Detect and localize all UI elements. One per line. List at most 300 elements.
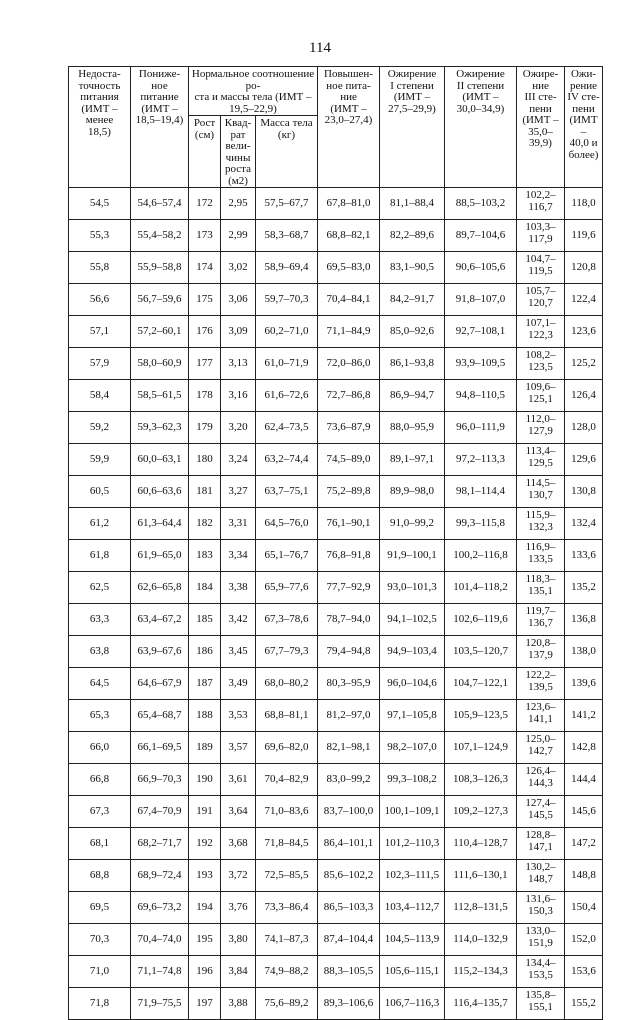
obesity-1-cell: 105,6–115,1	[380, 956, 445, 988]
obesity-3-cell: 128,8– 147,1	[517, 828, 565, 860]
height-cell: 191	[189, 796, 221, 828]
increased-cell: 72,7–86,8	[318, 380, 380, 412]
increased-cell: 83,0–99,2	[318, 764, 380, 796]
obesity-4-cell: 135,2	[565, 572, 603, 604]
obesity-3-cell: 115,9– 132,3	[517, 508, 565, 540]
reduced-cell: 55,4–58,2	[131, 220, 189, 252]
mass-cell: 71,8–84,5	[256, 828, 318, 860]
obesity-2-cell: 109,2–127,3	[445, 796, 517, 828]
reduced-cell: 68,2–71,7	[131, 828, 189, 860]
obesity-2-cell: 101,4–118,2	[445, 572, 517, 604]
deficit-cell: 54,5	[69, 188, 131, 220]
obesity-2-cell: 110,4–128,7	[445, 828, 517, 860]
obesity-2-cell: 97,2–113,3	[445, 444, 517, 476]
obesity-1-cell: 98,2–107,0	[380, 732, 445, 764]
obesity-1-cell: 94,1–102,5	[380, 604, 445, 636]
increased-cell: 74,5–89,0	[318, 444, 380, 476]
deficit-cell: 57,1	[69, 316, 131, 348]
increased-cell: 71,1–84,9	[318, 316, 380, 348]
height-squared-cell: 3,53	[221, 700, 256, 732]
height-squared-cell: 3,02	[221, 252, 256, 284]
obesity-2-cell: 112,8–131,5	[445, 892, 517, 924]
reduced-cell: 66,9–70,3	[131, 764, 189, 796]
increased-cell: 75,2–89,8	[318, 476, 380, 508]
obesity-1-cell: 86,9–94,7	[380, 380, 445, 412]
reduced-cell: 70,4–74,0	[131, 924, 189, 956]
obesity-1-cell: 99,3–108,2	[380, 764, 445, 796]
height-squared-cell: 3,31	[221, 508, 256, 540]
deficit-cell: 63,3	[69, 604, 131, 636]
table-row	[69, 764, 603, 796]
table-row	[69, 732, 603, 764]
height-cell: 174	[189, 252, 221, 284]
obesity-4-cell: 141,2	[565, 700, 603, 732]
height-squared-cell: 3,80	[221, 924, 256, 956]
height-squared-cell: 3,34	[221, 540, 256, 572]
reduced-cell: 56,7–59,6	[131, 284, 189, 316]
height-cell: 195	[189, 924, 221, 956]
reduced-cell: 54,6–57,4	[131, 188, 189, 220]
increased-cell: 69,5–83,0	[318, 252, 380, 284]
reduced-cell: 60,6–63,6	[131, 476, 189, 508]
height-squared-cell: 2,95	[221, 188, 256, 220]
reduced-cell: 68,9–72,4	[131, 860, 189, 892]
mass-cell: 63,2–74,4	[256, 444, 318, 476]
mass-cell: 59,7–70,3	[256, 284, 318, 316]
increased-cell: 83,7–100,0	[318, 796, 380, 828]
height-cell: 189	[189, 732, 221, 764]
reduced-cell: 61,9–65,0	[131, 540, 189, 572]
obesity-2-cell: 89,7–104,6	[445, 220, 517, 252]
obesity-4-cell: 139,6	[565, 668, 603, 700]
obesity-1-cell: 104,5–113,9	[380, 924, 445, 956]
header-obesity-2: Ожирение II степени (ИМТ – 30,0–34,9)	[445, 67, 517, 188]
increased-cell: 76,8–91,8	[318, 540, 380, 572]
obesity-2-cell: 99,3–115,8	[445, 508, 517, 540]
deficit-cell: 62,5	[69, 572, 131, 604]
reduced-cell: 57,2–60,1	[131, 316, 189, 348]
obesity-3-cell: 108,2– 123,5	[517, 348, 565, 380]
obesity-2-cell: 92,7–108,1	[445, 316, 517, 348]
obesity-1-cell: 100,1–109,1	[380, 796, 445, 828]
obesity-2-cell: 100,2–116,8	[445, 540, 517, 572]
obesity-2-cell: 115,2–134,3	[445, 956, 517, 988]
table-row	[69, 956, 603, 988]
reduced-cell: 61,3–64,4	[131, 508, 189, 540]
deficit-cell: 61,8	[69, 540, 131, 572]
deficit-cell: 66,8	[69, 764, 131, 796]
obesity-1-cell: 93,0–101,3	[380, 572, 445, 604]
header-mass: Масса тела (кг)	[256, 116, 318, 188]
deficit-cell: 55,3	[69, 220, 131, 252]
height-cell: 177	[189, 348, 221, 380]
reduced-cell: 67,4–70,9	[131, 796, 189, 828]
deficit-cell: 70,3	[69, 924, 131, 956]
obesity-1-cell: 83,1–90,5	[380, 252, 445, 284]
obesity-3-cell: 135,8– 155,1	[517, 988, 565, 1020]
mass-cell: 61,0–71,9	[256, 348, 318, 380]
increased-cell: 78,7–94,0	[318, 604, 380, 636]
obesity-3-cell: 130,2– 148,7	[517, 860, 565, 892]
deficit-cell: 65,3	[69, 700, 131, 732]
obesity-3-cell: 102,2– 116,7	[517, 188, 565, 220]
table-row	[69, 892, 603, 924]
height-cell: 188	[189, 700, 221, 732]
obesity-2-cell: 116,4–135,7	[445, 988, 517, 1020]
mass-cell: 71,0–83,6	[256, 796, 318, 828]
reduced-cell: 69,6–73,2	[131, 892, 189, 924]
table-row	[69, 220, 603, 252]
obesity-4-cell: 148,8	[565, 860, 603, 892]
obesity-1-cell: 89,9–98,0	[380, 476, 445, 508]
obesity-3-cell: 127,4– 145,5	[517, 796, 565, 828]
obesity-3-cell: 120,8– 137,9	[517, 636, 565, 668]
height-cell: 186	[189, 636, 221, 668]
reduced-cell: 55,9–58,8	[131, 252, 189, 284]
table-row	[69, 988, 603, 1020]
obesity-1-cell: 91,9–100,1	[380, 540, 445, 572]
height-squared-cell: 3,45	[221, 636, 256, 668]
obesity-3-cell: 105,7– 120,7	[517, 284, 565, 316]
table-row	[69, 476, 603, 508]
mass-cell: 57,5–67,7	[256, 188, 318, 220]
height-cell: 184	[189, 572, 221, 604]
page-number: 114	[309, 40, 331, 56]
obesity-3-cell: 109,6– 125,1	[517, 380, 565, 412]
height-squared-cell: 3,09	[221, 316, 256, 348]
mass-cell: 63,7–75,1	[256, 476, 318, 508]
increased-cell: 86,5–103,3	[318, 892, 380, 924]
header-reduced: Пониже- ное питание (ИМТ – 18,5–19,4)	[131, 67, 189, 188]
obesity-1-cell: 103,4–112,7	[380, 892, 445, 924]
mass-cell: 74,1–87,3	[256, 924, 318, 956]
increased-cell: 89,3–106,6	[318, 988, 380, 1020]
obesity-4-cell: 128,0	[565, 412, 603, 444]
header-row	[69, 67, 603, 116]
table-row	[69, 540, 603, 572]
table-row	[69, 860, 603, 892]
height-squared-cell: 3,13	[221, 348, 256, 380]
obesity-3-cell: 133,0– 151,9	[517, 924, 565, 956]
deficit-cell: 61,2	[69, 508, 131, 540]
obesity-3-cell: 134,4– 153,5	[517, 956, 565, 988]
increased-cell: 85,6–102,2	[318, 860, 380, 892]
obesity-3-cell: 116,9– 133,5	[517, 540, 565, 572]
increased-cell: 80,3–95,9	[318, 668, 380, 700]
obesity-4-cell: 150,4	[565, 892, 603, 924]
obesity-1-cell: 106,7–116,3	[380, 988, 445, 1020]
obesity-2-cell: 103,5–120,7	[445, 636, 517, 668]
table-row	[69, 700, 603, 732]
table-row	[69, 316, 603, 348]
obesity-4-cell: 155,2	[565, 988, 603, 1020]
table-row	[69, 508, 603, 540]
obesity-2-cell: 96,0–111,9	[445, 412, 517, 444]
obesity-4-cell: 138,0	[565, 636, 603, 668]
obesity-3-cell: 103,3– 117,9	[517, 220, 565, 252]
obesity-3-cell: 125,0– 142,7	[517, 732, 565, 764]
mass-cell: 65,1–76,7	[256, 540, 318, 572]
height-cell: 193	[189, 860, 221, 892]
table-row	[69, 444, 603, 476]
deficit-cell: 63,8	[69, 636, 131, 668]
increased-cell: 68,8–82,1	[318, 220, 380, 252]
mass-cell: 67,7–79,3	[256, 636, 318, 668]
obesity-2-cell: 111,6–130,1	[445, 860, 517, 892]
increased-cell: 73,6–87,9	[318, 412, 380, 444]
obesity-1-cell: 101,2–110,3	[380, 828, 445, 860]
increased-cell: 82,1–98,1	[318, 732, 380, 764]
deficit-cell: 66,0	[69, 732, 131, 764]
table-row	[69, 828, 603, 860]
obesity-2-cell: 94,8–110,5	[445, 380, 517, 412]
mass-cell: 69,6–82,0	[256, 732, 318, 764]
obesity-2-cell: 104,7–122,1	[445, 668, 517, 700]
obesity-4-cell: 136,8	[565, 604, 603, 636]
height-cell: 183	[189, 540, 221, 572]
reduced-cell: 71,1–74,8	[131, 956, 189, 988]
obesity-3-cell: 113,4– 129,5	[517, 444, 565, 476]
table-row	[69, 252, 603, 284]
obesity-3-cell: 122,2– 139,5	[517, 668, 565, 700]
height-squared-cell: 3,20	[221, 412, 256, 444]
obesity-1-cell: 94,9–103,4	[380, 636, 445, 668]
obesity-3-cell: 118,3– 135,1	[517, 572, 565, 604]
height-squared-cell: 3,72	[221, 860, 256, 892]
height-squared-cell: 2,99	[221, 220, 256, 252]
obesity-4-cell: 144,4	[565, 764, 603, 796]
mass-cell: 67,3–78,6	[256, 604, 318, 636]
mass-cell: 64,5–76,0	[256, 508, 318, 540]
table-row	[69, 604, 603, 636]
reduced-cell: 58,0–60,9	[131, 348, 189, 380]
obesity-2-cell: 102,6–119,6	[445, 604, 517, 636]
table-row	[69, 572, 603, 604]
obesity-4-cell: 118,0	[565, 188, 603, 220]
table-row	[69, 412, 603, 444]
height-cell: 173	[189, 220, 221, 252]
increased-cell: 87,4–104,4	[318, 924, 380, 956]
deficit-cell: 55,8	[69, 252, 131, 284]
deficit-cell: 68,1	[69, 828, 131, 860]
header-obesity-4: Ожи- рение IV сте- пени (ИМТ – 40,0 и более)	[565, 67, 603, 188]
obesity-4-cell: 153,6	[565, 956, 603, 988]
reduced-cell: 63,9–67,6	[131, 636, 189, 668]
header-normal: Нормальное соотношение ро- ста и массы тела (ИМТ – 19,5–22,9)	[189, 67, 318, 116]
mass-cell: 60,2–71,0	[256, 316, 318, 348]
increased-cell: 72,0–86,0	[318, 348, 380, 380]
obesity-4-cell: 123,6	[565, 316, 603, 348]
obesity-1-cell: 97,1–105,8	[380, 700, 445, 732]
obesity-2-cell: 91,8–107,0	[445, 284, 517, 316]
reduced-cell: 64,6–67,9	[131, 668, 189, 700]
increased-cell: 81,2–97,0	[318, 700, 380, 732]
height-squared-cell: 3,88	[221, 988, 256, 1020]
height-squared-cell: 3,57	[221, 732, 256, 764]
table-row	[69, 924, 603, 956]
height-cell: 185	[189, 604, 221, 636]
increased-cell: 77,7–92,9	[318, 572, 380, 604]
increased-cell: 70,4–84,1	[318, 284, 380, 316]
deficit-cell: 64,5	[69, 668, 131, 700]
mass-cell: 58,3–68,7	[256, 220, 318, 252]
deficit-cell: 71,8	[69, 988, 131, 1020]
height-cell: 182	[189, 508, 221, 540]
mass-cell: 68,8–81,1	[256, 700, 318, 732]
obesity-4-cell: 119,6	[565, 220, 603, 252]
mass-cell: 62,4–73,5	[256, 412, 318, 444]
deficit-cell: 57,9	[69, 348, 131, 380]
mass-cell: 72,5–85,5	[256, 860, 318, 892]
obesity-1-cell: 82,2–89,6	[380, 220, 445, 252]
obesity-2-cell: 93,9–109,5	[445, 348, 517, 380]
obesity-4-cell: 142,8	[565, 732, 603, 764]
deficit-cell: 60,5	[69, 476, 131, 508]
obesity-4-cell: 130,8	[565, 476, 603, 508]
obesity-2-cell: 98,1–114,4	[445, 476, 517, 508]
height-squared-cell: 3,27	[221, 476, 256, 508]
increased-cell: 88,3–105,5	[318, 956, 380, 988]
mass-cell: 61,6–72,6	[256, 380, 318, 412]
height-squared-cell: 3,64	[221, 796, 256, 828]
obesity-1-cell: 102,3–111,5	[380, 860, 445, 892]
height-cell: 194	[189, 892, 221, 924]
obesity-1-cell: 96,0–104,6	[380, 668, 445, 700]
obesity-3-cell: 114,5– 130,7	[517, 476, 565, 508]
obesity-3-cell: 126,4– 144,3	[517, 764, 565, 796]
obesity-2-cell: 114,0–132,9	[445, 924, 517, 956]
obesity-3-cell: 107,1– 122,3	[517, 316, 565, 348]
obesity-3-cell: 104,7– 119,5	[517, 252, 565, 284]
header-increased: Повышен- ное пита- ние (ИМТ – 23,0–27,4)	[318, 67, 380, 188]
height-squared-cell: 3,49	[221, 668, 256, 700]
obesity-4-cell: 147,2	[565, 828, 603, 860]
mass-cell: 73,3–86,4	[256, 892, 318, 924]
obesity-2-cell: 105,9–123,5	[445, 700, 517, 732]
height-cell: 172	[189, 188, 221, 220]
increased-cell: 86,4–101,1	[318, 828, 380, 860]
header-deficit: Недоста- точность питания (ИМТ – менее 18,5)	[69, 67, 131, 188]
reduced-cell: 71,9–75,5	[131, 988, 189, 1020]
height-cell: 192	[189, 828, 221, 860]
obesity-4-cell: 122,4	[565, 284, 603, 316]
reduced-cell: 63,4–67,2	[131, 604, 189, 636]
obesity-1-cell: 91,0–99,2	[380, 508, 445, 540]
header-obesity-3: Ожире- ние III сте- пени (ИМТ – 35,0–39,9)	[517, 67, 565, 188]
increased-cell: 67,8–81,0	[318, 188, 380, 220]
obesity-4-cell: 145,6	[565, 796, 603, 828]
deficit-cell: 59,9	[69, 444, 131, 476]
obesity-1-cell: 85,0–92,6	[380, 316, 445, 348]
height-squared-cell: 3,76	[221, 892, 256, 924]
mass-cell: 65,9–77,6	[256, 572, 318, 604]
height-cell: 175	[189, 284, 221, 316]
height-squared-cell: 3,16	[221, 380, 256, 412]
obesity-1-cell: 81,1–88,4	[380, 188, 445, 220]
obesity-4-cell: 132,4	[565, 508, 603, 540]
height-cell: 196	[189, 956, 221, 988]
obesity-4-cell: 120,8	[565, 252, 603, 284]
height-squared-cell: 3,38	[221, 572, 256, 604]
obesity-1-cell: 88,0–95,9	[380, 412, 445, 444]
obesity-4-cell: 129,6	[565, 444, 603, 476]
height-cell: 176	[189, 316, 221, 348]
mass-cell: 75,6–89,2	[256, 988, 318, 1020]
mass-cell: 68,0–80,2	[256, 668, 318, 700]
bmi-table	[68, 66, 603, 1020]
height-cell: 178	[189, 380, 221, 412]
obesity-4-cell: 133,6	[565, 540, 603, 572]
table-row	[69, 796, 603, 828]
table-row	[69, 188, 603, 220]
obesity-1-cell: 86,1–93,8	[380, 348, 445, 380]
obesity-3-cell: 119,7– 136,7	[517, 604, 565, 636]
obesity-3-cell: 131,6– 150,3	[517, 892, 565, 924]
deficit-cell: 68,8	[69, 860, 131, 892]
height-cell: 179	[189, 412, 221, 444]
height-squared-cell: 3,24	[221, 444, 256, 476]
height-squared-cell: 3,42	[221, 604, 256, 636]
height-cell: 181	[189, 476, 221, 508]
height-squared-cell: 3,06	[221, 284, 256, 316]
header-obesity-1: Ожирение I степени (ИМТ – 27,5–29,9)	[380, 67, 445, 188]
table-row	[69, 284, 603, 316]
table-row	[69, 636, 603, 668]
deficit-cell: 67,3	[69, 796, 131, 828]
reduced-cell: 65,4–68,7	[131, 700, 189, 732]
height-cell: 190	[189, 764, 221, 796]
obesity-2-cell: 108,3–126,3	[445, 764, 517, 796]
deficit-cell: 58,4	[69, 380, 131, 412]
reduced-cell: 58,5–61,5	[131, 380, 189, 412]
header-height: Рост (см)	[189, 116, 221, 188]
deficit-cell: 56,6	[69, 284, 131, 316]
increased-cell: 79,4–94,8	[318, 636, 380, 668]
table-row	[69, 348, 603, 380]
obesity-2-cell: 107,1–124,9	[445, 732, 517, 764]
deficit-cell: 71,0	[69, 956, 131, 988]
deficit-cell: 59,2	[69, 412, 131, 444]
height-cell: 197	[189, 988, 221, 1020]
height-squared-cell: 3,84	[221, 956, 256, 988]
obesity-4-cell: 125,2	[565, 348, 603, 380]
height-cell: 187	[189, 668, 221, 700]
obesity-2-cell: 90,6–105,6	[445, 252, 517, 284]
header-height-squared: Квад- рат вели- чины роста (м2)	[221, 116, 256, 188]
reduced-cell: 66,1–69,5	[131, 732, 189, 764]
mass-cell: 74,9–88,2	[256, 956, 318, 988]
deficit-cell: 69,5	[69, 892, 131, 924]
reduced-cell: 59,3–62,3	[131, 412, 189, 444]
table-row	[69, 380, 603, 412]
obesity-4-cell: 126,4	[565, 380, 603, 412]
increased-cell: 76,1–90,1	[318, 508, 380, 540]
obesity-1-cell: 89,1–97,1	[380, 444, 445, 476]
mass-cell: 70,4–82,9	[256, 764, 318, 796]
reduced-cell: 62,6–65,8	[131, 572, 189, 604]
height-cell: 180	[189, 444, 221, 476]
height-squared-cell: 3,68	[221, 828, 256, 860]
height-squared-cell: 3,61	[221, 764, 256, 796]
obesity-3-cell: 112,0– 127,9	[517, 412, 565, 444]
reduced-cell: 60,0–63,1	[131, 444, 189, 476]
obesity-3-cell: 123,6– 141,1	[517, 700, 565, 732]
table-row	[69, 668, 603, 700]
mass-cell: 58,9–69,4	[256, 252, 318, 284]
obesity-4-cell: 152,0	[565, 924, 603, 956]
obesity-1-cell: 84,2–91,7	[380, 284, 445, 316]
obesity-2-cell: 88,5–103,2	[445, 188, 517, 220]
